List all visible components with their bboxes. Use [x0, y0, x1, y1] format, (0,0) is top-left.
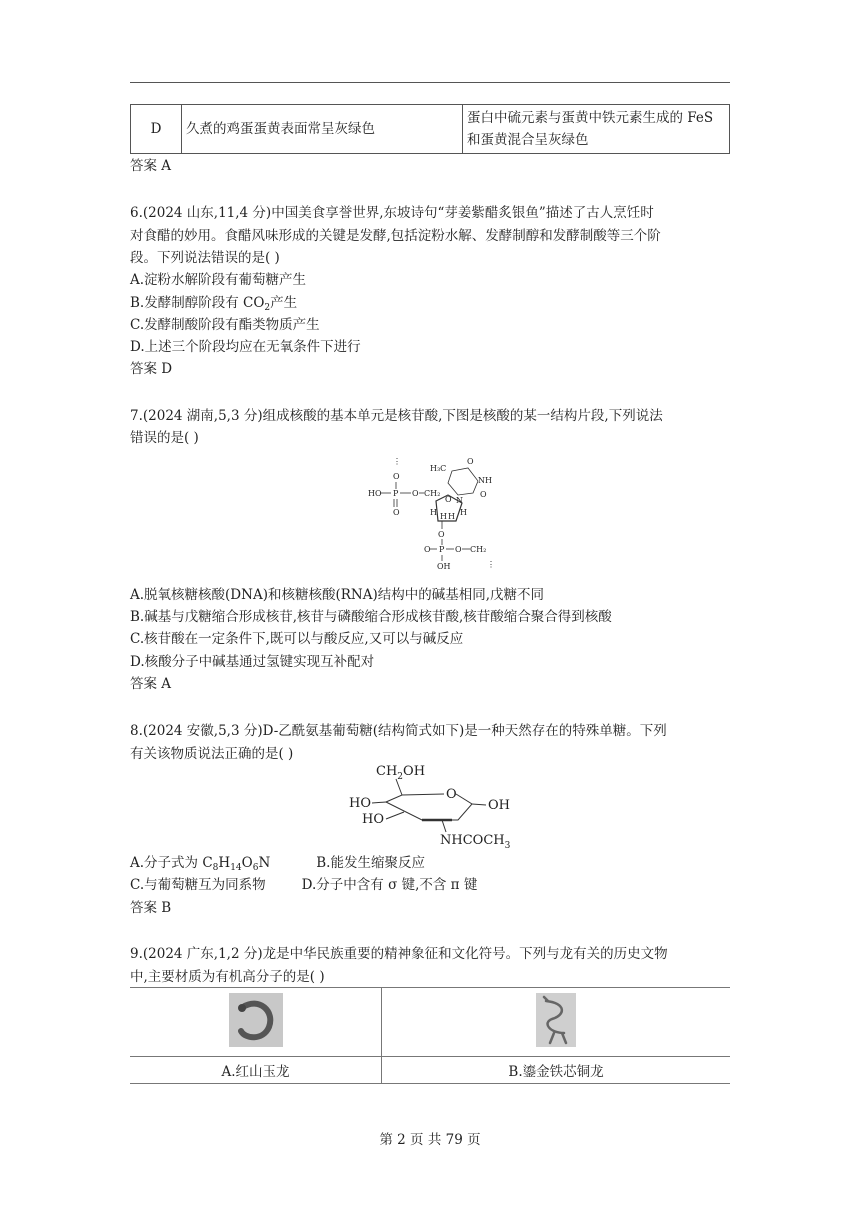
atom-label: O	[412, 489, 419, 498]
phenomenon-cell: 久煮的鸡蛋蛋黄表面常呈灰绿色	[182, 105, 463, 154]
atom-label: H	[448, 512, 455, 521]
atom-label: O	[480, 490, 487, 499]
atom-label: $NHCOCH_3$	[440, 833, 511, 850]
atom-label: H₃C	[430, 464, 447, 473]
q8-option-a: A.分子式为 $C_8H_{14}O_6N$	[130, 855, 271, 873]
answer-label: 答案	[130, 676, 157, 692]
atom-label: HO	[368, 489, 382, 498]
option-text: 产生	[270, 295, 298, 311]
q7-stem-line: 错误的是( )	[130, 430, 199, 446]
chain-dots: ⋮	[393, 457, 401, 466]
explanation-cell	[463, 105, 730, 154]
nucleotide-structure-figure	[360, 455, 510, 577]
answer-label: 答案	[130, 158, 157, 174]
atom-label: O	[438, 530, 445, 539]
atom-label: HO	[349, 796, 371, 811]
relic-image-cell	[130, 988, 382, 1057]
q6-stem-line: 对食醋的妙用。食醋风味形成的关键是发酵,包括淀粉水解、发酵制醇和发酵制酸等三个阶	[130, 228, 661, 244]
atom-label: OH	[437, 562, 451, 571]
atom-label: O	[467, 457, 474, 466]
atom-label: CH₂	[470, 545, 487, 554]
atom-label: H	[440, 512, 447, 521]
answer-label: 答案	[130, 900, 157, 916]
header-rule	[130, 82, 730, 83]
atom-label: HO	[362, 812, 384, 827]
q8-option-d: D.分子中含有 σ 键,不含 π 键	[301, 877, 478, 893]
table-row	[130, 1057, 730, 1084]
atom-label: O	[446, 787, 457, 802]
answer-value: A	[161, 158, 172, 174]
q8-option-b: B.能发生缩聚反应	[316, 855, 425, 871]
relic-option-a: A.红山玉龙	[130, 1057, 382, 1084]
table-row	[130, 988, 730, 1057]
atom-label: $CH_2OH$	[376, 764, 426, 782]
q9-stem-line: 9.(2024 广东,1,2 分)龙是中华民族重要的精神象征和文化符号。下列与龙有关的历史文物	[130, 946, 668, 962]
q8-stem-line: 有关该物质说法正确的是( )	[130, 746, 294, 762]
option-label-cell: D	[131, 105, 182, 154]
q7-option-c: C.核苷酸在一定条件下,既可以与酸反应,又可以与碱反应	[130, 631, 464, 647]
atom-label: H	[430, 508, 437, 517]
gilt-dragon-image	[536, 993, 576, 1047]
option-text: B.发酵制醇阶段有 CO	[130, 295, 265, 311]
atom-label: O	[424, 545, 431, 554]
q8-stem-line: 8.(2024 安徽,5,3 分)D-乙酰氨基葡萄糖(结构简式如下)是一种天然存在的特殊单糖。下列	[130, 723, 667, 739]
atom-label: CH₂	[424, 489, 441, 498]
atom-label: P	[393, 489, 399, 498]
explanation-line: 和蛋黄混合呈灰绿色	[467, 132, 589, 148]
page-footer: 第 2 页 共 79 页	[379, 1132, 481, 1148]
answer-value: D	[161, 361, 173, 377]
answer-value: A	[161, 676, 172, 692]
explanation-line: 蛋白中硫元素与蛋黄中铁元素生成的 FeS	[467, 110, 714, 126]
atom-label: O	[445, 495, 452, 504]
q9-stem-line: 中,主要材质为有机高分子的是( )	[130, 969, 325, 985]
atom-label: NH	[478, 476, 492, 485]
atom-label: N	[456, 496, 463, 505]
q8-option-c: C.与葡萄糖互为同系物	[130, 877, 266, 893]
atom-label: O	[393, 472, 400, 481]
q7-option-d: D.核酸分子中碱基通过氢键实现互补配对	[130, 654, 375, 670]
q8-options-cd	[130, 875, 730, 895]
q5-answer	[130, 156, 730, 176]
answer-value: B	[161, 900, 172, 916]
chain-dots: ⋮	[487, 560, 495, 569]
atom-label: P	[439, 545, 445, 554]
q6-stem-line: 6.(2024 山东,11,4 分)中国美食享誉世界,东坡诗句“芽姜紫醋炙银鱼”描述了古人烹饪时	[130, 205, 654, 221]
q7-option-b: B.碱基与戊糖缩合形成核苷,核苷与磷酸缩合形成核苷酸,核苷酸缩合聚合得到核酸	[130, 609, 612, 625]
acetylglucosamine-structure-figure	[346, 762, 518, 850]
atom-label: O	[393, 508, 400, 517]
q7-stem-line: 7.(2024 湖南,5,3 分)组成核酸的基本单元是核苷酸,下图是核酸的某一结构片段,下列说法	[130, 408, 663, 424]
q6-stem-line: 段。下列说法错误的是( )	[130, 250, 280, 266]
q6-option-d: D.上述三个阶段均应在无氧条件下进行	[130, 339, 361, 355]
subscript: 2	[264, 303, 271, 313]
jade-dragon-image	[229, 993, 283, 1047]
q7-answer	[130, 674, 730, 694]
atom-label: O	[455, 545, 462, 554]
answer-label: 答案	[130, 361, 157, 377]
relic-image-cell	[382, 988, 730, 1057]
atom-label: H	[460, 508, 467, 517]
q6-option-c: C.发酵制酸阶段有酯类物质产生	[130, 317, 320, 333]
option-table	[130, 104, 730, 154]
atom-label: OH	[488, 798, 510, 813]
relic-option-b: B.鎏金铁芯铜龙	[382, 1057, 730, 1084]
table-row	[131, 105, 730, 154]
q6-option-a: A.淀粉水解阶段有葡萄糖产生	[130, 272, 307, 288]
q8-answer	[130, 898, 730, 918]
q7-option-a: A.脱氧核糖核酸(DNA)和核糖核酸(RNA)结构中的碱基相同,戊糖不同	[130, 587, 545, 603]
relic-table	[130, 987, 730, 1084]
q6-answer	[130, 359, 730, 379]
